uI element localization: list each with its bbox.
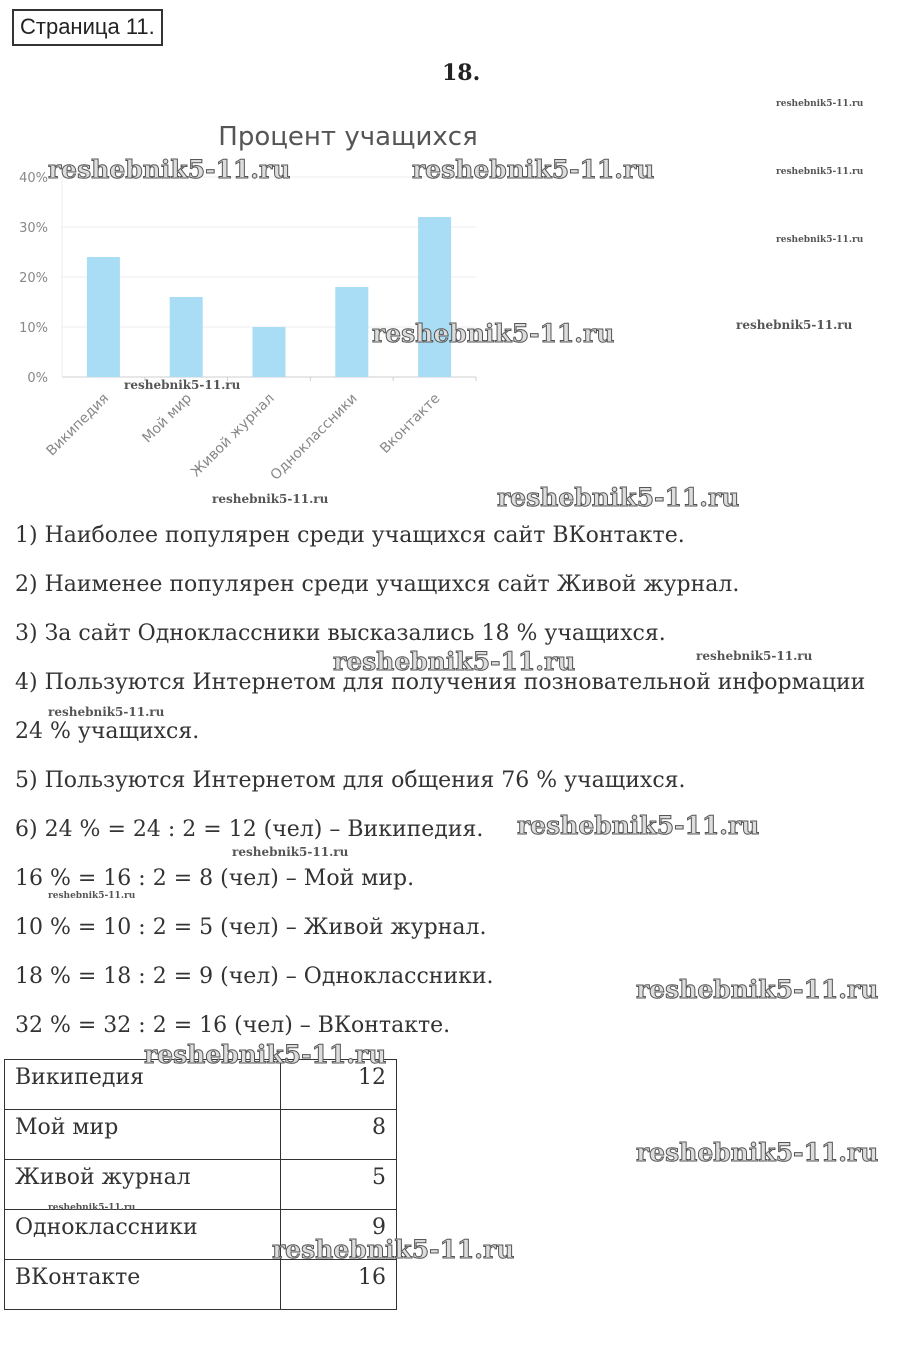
bar — [418, 217, 451, 377]
watermark: reshebnik5-11.ru — [412, 155, 655, 184]
bar — [253, 327, 286, 377]
y-tick-label: 10% — [19, 321, 48, 336]
watermark: reshebnik5-11.ru — [776, 235, 864, 245]
x-category-label: Живой журнал — [188, 390, 278, 481]
answer-line: 32 % = 32 : 2 = 16 (чел) – ВКонтакте. — [15, 1013, 451, 1038]
watermark: reshebnik5-11.ru — [636, 975, 879, 1004]
y-tick-label: 20% — [19, 271, 48, 286]
watermark: reshebnik5-11.ru — [48, 1203, 136, 1213]
y-tick-label: 0% — [27, 371, 48, 386]
y-tick-label: 40% — [19, 171, 48, 186]
chart-title: Процент учащихся — [218, 122, 478, 152]
x-category-label: Мой мир — [139, 390, 196, 447]
answer-line: 24 % учащихся. — [15, 719, 200, 744]
y-tick-label: 30% — [19, 221, 48, 236]
table-row — [5, 1260, 397, 1310]
watermark: reshebnik5-11.ru — [736, 318, 853, 332]
answer-line: 16 % = 16 : 2 = 8 (чел) – Мой мир. — [15, 866, 415, 891]
watermark: reshebnik5-11.ru — [517, 811, 760, 840]
table-row — [5, 1160, 397, 1210]
table-row — [5, 1110, 397, 1160]
task-number: 18. — [442, 60, 481, 86]
x-category-label: Одноклассники — [267, 390, 361, 484]
watermark: reshebnik5-11.ru — [124, 378, 241, 392]
table-cell-value: 8 — [281, 1110, 397, 1160]
x-axis-categories — [43, 390, 443, 483]
table-cell-name: Мой мир — [5, 1110, 281, 1160]
answer-line: 5) Пользуются Интернетом для общения 76 % учащихся. — [15, 768, 686, 793]
watermark: reshebnik5-11.ru — [776, 167, 864, 177]
watermark: reshebnik5-11.ru — [333, 647, 576, 676]
x-category-label: Википедия — [43, 390, 113, 460]
table-cell-value: 5 — [281, 1160, 397, 1210]
table-cell-name: Живой журнал — [5, 1160, 281, 1210]
watermark: reshebnik5-11.ru — [636, 1138, 879, 1167]
results-table — [4, 1059, 397, 1310]
answer-line: 6) 24 % = 24 : 2 = 12 (чел) – Википедия. — [15, 817, 484, 842]
watermark: reshebnik5-11.ru — [372, 319, 615, 348]
watermark: reshebnik5-11.ru — [696, 649, 813, 663]
y-axis-ticks — [19, 171, 48, 386]
bar — [87, 257, 120, 377]
answer-line: 2) Наименее популярен среди учащихся сайт Живой журнал. — [15, 572, 740, 597]
table-cell-value: 9 — [281, 1210, 397, 1260]
answer-line: 18 % = 18 : 2 = 9 (чел) – Одноклассники. — [15, 964, 494, 989]
watermark: reshebnik5-11.ru — [272, 1235, 515, 1264]
watermark: reshebnik5-11.ru — [48, 155, 291, 184]
x-category-label: Вконтакте — [377, 390, 444, 457]
watermark: reshebnik5-11.ru — [497, 483, 740, 512]
watermark: reshebnik5-11.ru — [48, 891, 136, 901]
answer-line: 1) Наиболее популярен среди учащихся сайт ВКонтакте. — [15, 523, 685, 548]
watermark: reshebnik5-11.ru — [232, 845, 349, 859]
bar — [170, 297, 203, 377]
watermark: reshebnik5-11.ru — [144, 1040, 387, 1069]
table-cell-value: 12 — [281, 1060, 397, 1110]
table-cell-name: Одноклассники — [5, 1210, 281, 1260]
watermark: reshebnik5-11.ru — [48, 705, 165, 719]
watermark: reshebnik5-11.ru — [776, 99, 864, 109]
bar — [335, 287, 368, 377]
answer-line: 4) Пользуются Интернетом для получения позновательной информации — [15, 670, 866, 695]
watermark: reshebnik5-11.ru — [212, 492, 329, 506]
table-cell-value: 16 — [281, 1260, 397, 1310]
table-cell-name: Википедия — [5, 1060, 281, 1110]
table-cell-name: ВКонтакте — [5, 1260, 281, 1310]
answer-line: 3) За сайт Одноклассники высказались 18 % учащихся. — [15, 621, 666, 646]
page-label: Страница 11. — [12, 9, 163, 46]
answer-line: 10 % = 10 : 2 = 5 (чел) – Живой журнал. — [15, 915, 487, 940]
chart-bars — [87, 217, 451, 377]
